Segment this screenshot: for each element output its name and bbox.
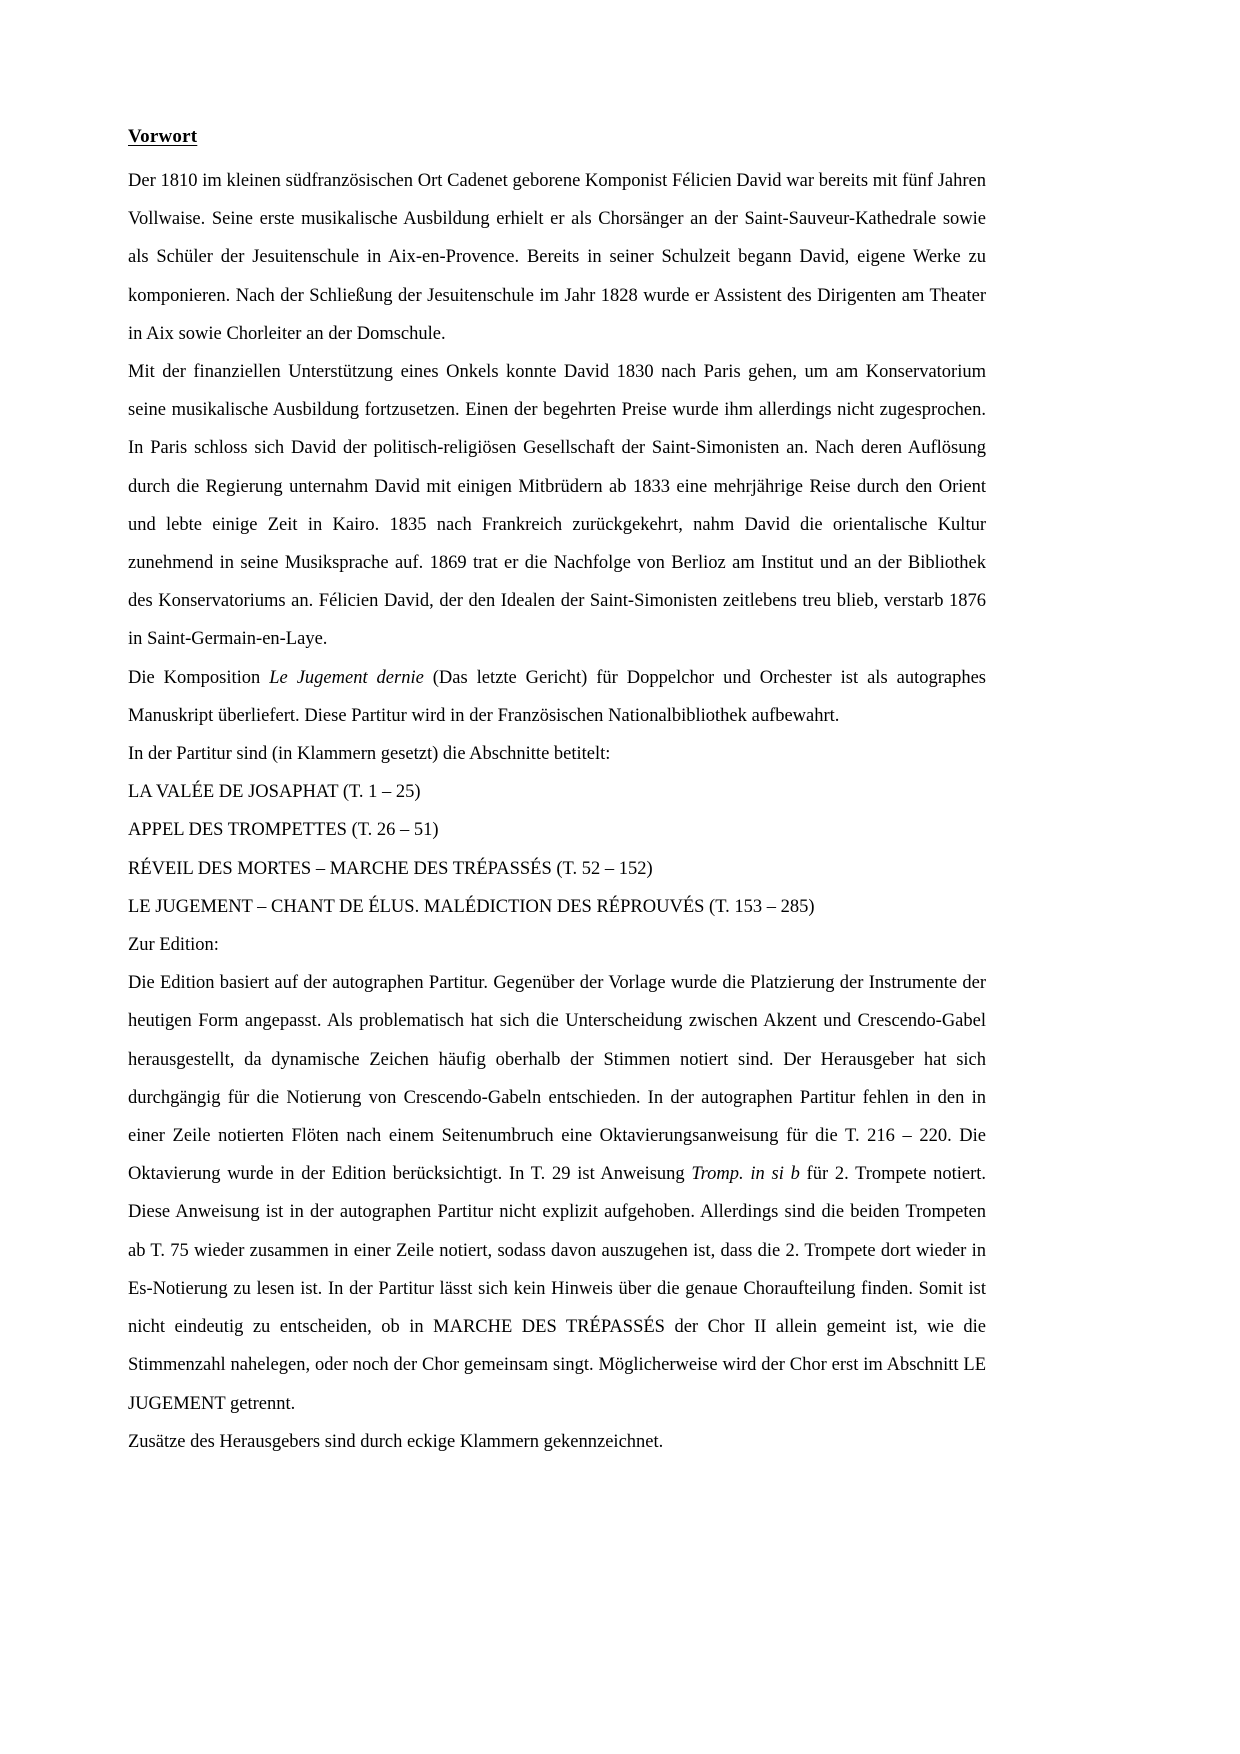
page-title: Vorwort bbox=[128, 126, 198, 147]
paragraph-biography-early: Der 1810 im kleinen südfranzösischen Ort Cadenet geborene Komponist Félicien David war bereits mit fünf Jahren Vollwaise. Seine erste musikalische Ausbildung erhielt er als Chorsänger an der Saint-Sauveur-Kathedrale sowie als Schüler der Jesuitenschule in Aix-en-Provence. Bereits in seiner Schulzeit begann David, eigene Werke zu komponieren. Nach der Schließung der Jesuitenschule im Jahr 1828 wurde er Assistent des Dirigenten am Theater in Aix sowie Chorleiter an der Domschule. bbox=[128, 171, 986, 344]
edition-text-part2: für 2. Trompete notiert. Diese Anweisung ist in der autographen Partitur nicht explizit aufgehoben. Allerdings sind die beiden Trompeten ab T. 75 wieder zusammen in einer Zeile notiert, sodass davon auszugehen ist, dass die 2. Trompete dort wieder in Es-Notierung zu lesen ist. In der Partitur lässt sich kein Hinweis über die genaue Choraufteilung finden. Somit ist nicht eindeutig zu entscheiden, ob in MARCHE DES TRÉPASSÉS der Chor II allein gemeint ist, wie die Stimmenzahl nahelegen, oder noch der Chor gemeinsam singt. Möglicherweise wird der Chor erst im Abschnitt LE JUGEMENT getrennt. bbox=[128, 1164, 987, 1414]
closing-line: Zusätze des Herausgebers sind durch eckige Klammern gekennzeichnet. bbox=[128, 1431, 664, 1452]
edition-label: Zur Edition: bbox=[128, 935, 219, 956]
movement-title-3: RÉVEIL DES MORTES – MARCHE DES TRÉPASSÉS (T. 52 – 152) bbox=[128, 858, 653, 879]
paragraph-composition bbox=[128, 659, 986, 735]
composition-text-before: Die Komposition bbox=[128, 667, 270, 688]
composition-title-italic: Le Jugement dernie bbox=[269, 667, 424, 688]
edition-term-italic: Tromp. in si b bbox=[691, 1164, 800, 1185]
text-column bbox=[128, 118, 986, 1461]
movement-title-1: LA VALÉE DE JOSAPHAT (T. 1 – 25) bbox=[128, 782, 421, 803]
movement-title-2: APPEL DES TROMPETTES (T. 26 – 51) bbox=[128, 820, 439, 841]
edition-text-part1: Die Edition basiert auf der autographen Partitur. Gegenüber der Vorlage wurde die Platzierung der Instrumente der heutigen Form angepasst. Als problematisch hat sich die Unterscheidung zwischen Akzent und Crescendo-Gabel herausgestellt, da dynamische Zeichen häufig oberhalb der Stimmen notiert sind. Der Herausgeber hat sich durchgängig für die Notierung von Crescendo-Gabeln entschieden. In der autographen Partitur fehlen in den in einer Zeile notierten Flöten nach einem Seitenumbruch eine Oktavierungsanweisung für die T. 216 – 220. Die Oktavierung wurde in der Edition berücksichtigt. In T. 29 ist Anweisung bbox=[128, 973, 986, 1185]
paragraph-edition-notes bbox=[128, 964, 986, 1422]
sections-intro-line: In der Partitur sind (in Klammern gesetzt) die Abschnitte betitelt: bbox=[128, 744, 611, 765]
movement-title-4: LE JUGEMENT – CHANT DE ÉLUS. MALÉDICTION DES RÉPROUVÉS (T. 153 – 285) bbox=[128, 896, 815, 917]
composition-text-after: (Das letzte Gericht) für Doppelchor und Orchester ist als autographes Manuskript überliefert. Diese Partitur wird in der Französischen Nationalbibliothek aufbewahrt. bbox=[128, 667, 986, 726]
paragraph-biography-paris: Mit der finanziellen Unterstützung eines Onkels konnte David 1830 nach Paris gehen, um am Konservatorium seine musikalische Ausbildung fortzusetzen. Einen der begehrten Preise wurde ihm allerdings nicht zugesprochen. In Paris schloss sich David der politisch-religiösen Gesellschaft der Saint-Simonisten an. Nach deren Auflösung durch die Regierung unternahm David mit einigen Mitbrüdern ab 1833 eine mehrjährige Reise durch den Orient und lebte einige Zeit in Kairo. 1835 nach Frankreich zurückgekehrt, nahm David die orientalische Kultur zunehmend in seine Musiksprache auf. 1869 trat er die Nachfolge von Berlioz am Institut und an der Bibliothek des Konservatoriums an. Félicien David, der den Idealen der Saint-Simonisten zeitlebens treu blieb, verstarb 1876 in Saint-Germain-en-Laye. bbox=[128, 362, 986, 650]
